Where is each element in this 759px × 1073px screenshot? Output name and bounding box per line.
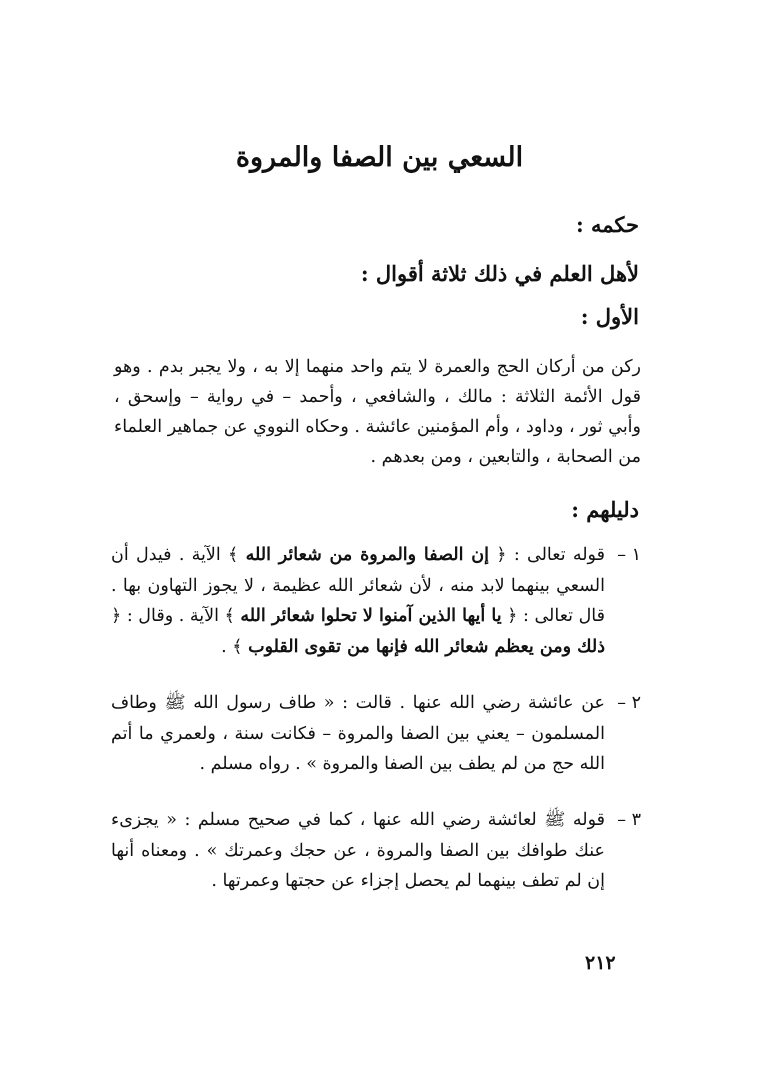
item-text: قوله تعالى : ﴿ إن الصفا والمروة من شعائر الله ﴾ الآية . فيدل أن السعي بينهما لابد منه ، لأن شعائر الله عظيمة ، لا يجوز التهاون بها . قال تعالى : ﴿ يا أيها الذين آمنوا لا تحلوا شعائر الله ﴾ الآية . وقال : ﴿ ذلك ومن يعظم شعائر الله فإنها من تقوى القلوب ﴾ . (111, 545, 605, 657)
item-text: قوله ﷺ لعائشة رضي الله عنها ، كما في صحيح مسلم : « يجزىء عنك طوافك بين الصفا والمروة ، عن حجك وعمرتك » . ومعناه أنها إن لم تطف بينهما لم يحصل إجزاء عن حجتها وعمرتها . (111, 810, 605, 891)
quran-verse: يا أيها الذين آمنوا لا تحلوا شعائر الله (240, 606, 502, 626)
evidence-item-2 (111, 688, 641, 780)
hukm-heading: حكمه : (575, 212, 639, 237)
dalil-heading: دليلهم : (571, 497, 639, 522)
item-text: عن عائشة رضي الله عنها . قالت : « طاف رسول الله ﷺ وطاف المسلمون – يعني بين الصفا والمروة – فكانت سنة ، ولعمري ما أتم الله حج من لم يطف بين الصفا والمروة » . رواه مسلم . (111, 693, 605, 774)
quran-verse: إن الصفا والمروة من شعائر الله (245, 545, 489, 565)
evidence-item-3 (111, 805, 641, 897)
opinion-paragraph: ركن من أركان الحج والعمرة لا يتم واحد منهما إلا به ، ولا يجبر بدم . وهو قول الأئمة الثلاثة : مالك ، والشافعي ، وأحمد – في رواية – وإسحق ، وأبي ثور ، وداود ، وأم المؤمنين عائشة . وحكاه النووي عن جماهير العلماء من الصحابة ، والتابعين ، ومن بعدهم . (114, 357, 641, 467)
page-number: ٢١٢ (585, 952, 616, 974)
evidence-item-1 (111, 540, 641, 662)
item-number: ١ – (617, 545, 641, 565)
qawl-heading: لأهل العلم في ذلك ثلاثة أقوال : (360, 261, 639, 286)
quran-verse: ذلك ومن يعظم شعائر الله فإنها من تقوى القلوب (248, 636, 605, 657)
awwal-heading: الأول : (580, 304, 639, 329)
page-title: السعي بين الصفا والمروة (235, 142, 524, 173)
item-number: ٢ – (617, 693, 641, 713)
item-number: ٣ – (617, 810, 641, 830)
